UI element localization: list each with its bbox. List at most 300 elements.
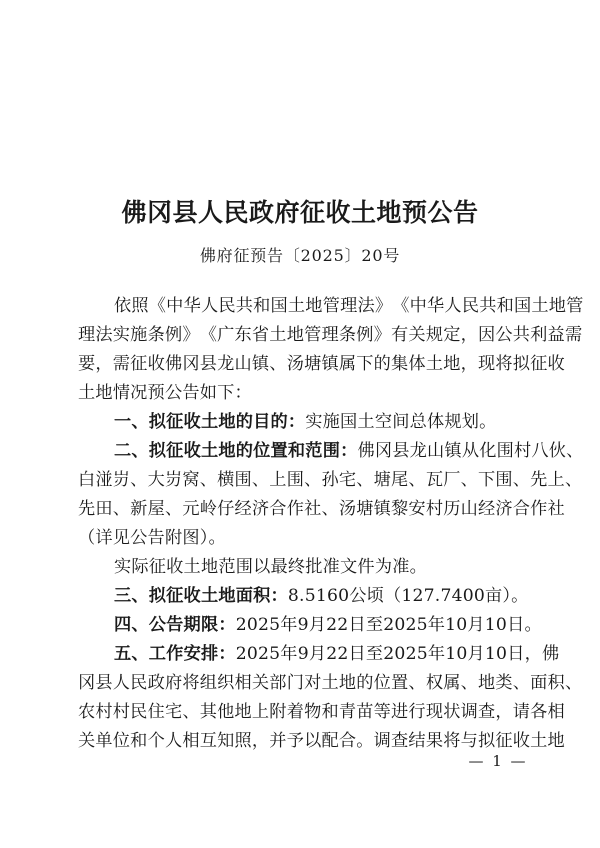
line-glyph: 青 [338, 702, 357, 722]
line-glyph: 相 [182, 731, 200, 751]
line-glyph: 以 [304, 731, 322, 751]
line-glyph: 冈 [182, 354, 200, 374]
line-glyph: 定 [443, 325, 461, 345]
line-glyph: 、 [564, 673, 583, 693]
line-glyph: 府 [164, 673, 183, 693]
line-glyph: 苗 [356, 702, 374, 722]
line-glyph: 地 [338, 673, 357, 693]
line-glyph: 管 [322, 296, 341, 316]
body-line [78, 669, 583, 698]
line-glyph: 、 [566, 441, 584, 461]
line-glyph: 收 [147, 354, 165, 374]
line-glyph: 国 [270, 296, 288, 316]
line-glyph: 岃 [164, 470, 183, 490]
section-heading: 三、拟征收土地面积： [114, 586, 288, 606]
line-glyph: 征 [130, 354, 148, 374]
line-glyph: 0 [456, 644, 468, 664]
body-line [78, 379, 524, 408]
line-glyph: 的 [235, 441, 254, 461]
line-text: 实际征收土地范围以最终批准文件为准。 [114, 557, 427, 577]
line-glyph: 围 [286, 470, 305, 490]
line-glyph: 、 [512, 673, 531, 693]
line-glyph: 的 [356, 673, 374, 693]
line-glyph: 收 [183, 441, 201, 461]
line-glyph: 塘 [304, 354, 322, 374]
line-glyph: 共 [512, 325, 531, 345]
line-glyph: 、 [164, 499, 183, 519]
line-glyph: 月 [467, 644, 485, 664]
line-glyph: 法 [357, 296, 375, 316]
line-glyph: 农 [78, 702, 96, 722]
line-glyph: 查 [391, 731, 409, 751]
line-glyph: 地 [477, 673, 496, 693]
line-glyph: 着 [286, 702, 305, 722]
line-glyph: 5 [269, 644, 281, 664]
line-glyph: 经 [477, 499, 496, 519]
line-glyph: 集 [391, 354, 409, 374]
line-glyph: 要 [78, 354, 96, 374]
line-glyph: 化 [479, 441, 497, 461]
line-glyph: 属 [443, 673, 461, 693]
line-glyph: 下 [477, 470, 496, 490]
line-glyph: 土 [530, 731, 548, 751]
line-glyph: 人 [444, 296, 462, 316]
line-glyph: 行 [408, 702, 426, 722]
line-glyph: 管 [566, 296, 584, 316]
line-glyph: 门 [286, 673, 305, 693]
line-glyph: 、 [130, 470, 148, 490]
line-glyph: 围 [496, 441, 514, 461]
line-glyph: 土 [200, 441, 219, 461]
line-glyph: 宅 [164, 702, 183, 722]
line-glyph: 例 [164, 325, 183, 345]
line-glyph: 规 [425, 325, 444, 345]
line-glyph: 条 [338, 325, 357, 345]
line-glyph: 果 [425, 731, 444, 751]
line-glyph: 排 [200, 644, 219, 664]
body-line [78, 524, 524, 553]
line-glyph: 施 [130, 325, 148, 345]
line-glyph: 将 [182, 673, 200, 693]
document-body [78, 292, 584, 756]
line-glyph: 范 [305, 441, 323, 461]
line-glyph: 历 [443, 499, 461, 519]
line-text: 8.5160公顷（127.7400亩）。 [287, 586, 529, 606]
line-glyph: 将 [495, 354, 513, 374]
page-number-footer [0, 752, 600, 770]
line-glyph: 冈 [78, 673, 96, 693]
line-glyph: 拟 [477, 731, 496, 751]
line-glyph: 华 [427, 296, 445, 316]
line-glyph: 并 [269, 731, 287, 751]
line-glyph: 各 [530, 702, 548, 722]
line-glyph: 龙 [217, 354, 235, 374]
line-glyph: 镇 [321, 354, 339, 374]
line-glyph: 济 [495, 499, 513, 519]
line-glyph: 合 [512, 499, 531, 519]
line-glyph: 实 [112, 325, 131, 345]
line-glyph: 合 [269, 499, 287, 519]
line-glyph: 调 [460, 702, 478, 722]
line-glyph: 等 [373, 702, 392, 722]
line-glyph: 《 [392, 296, 410, 316]
line-glyph: 下 [356, 354, 374, 374]
line-glyph: 组 [199, 673, 218, 693]
line-glyph: 村 [513, 441, 532, 461]
line-glyph: 土 [531, 296, 549, 316]
line-glyph: 地 [547, 731, 565, 751]
line-glyph: 瓦 [425, 470, 444, 490]
line-glyph: 土 [321, 673, 339, 693]
line-glyph: 、 [564, 470, 583, 490]
body-line [78, 437, 584, 466]
line-glyph: 益 [547, 325, 565, 345]
line-glyph: 照 [131, 296, 149, 316]
line-glyph: 1 [445, 644, 457, 664]
line-glyph: 岃 [112, 470, 131, 490]
line-glyph: 公 [495, 325, 513, 345]
line-glyph: 、 [251, 470, 270, 490]
line-glyph: 作 [286, 499, 305, 519]
line-glyph: 、 [408, 470, 426, 490]
line-glyph: 配 [321, 731, 339, 751]
line-glyph: 屋 [147, 499, 165, 519]
line-glyph: 安 [408, 499, 426, 519]
line-glyph: 湴 [95, 470, 113, 490]
body-line [78, 350, 565, 379]
line-glyph: ， [495, 702, 513, 722]
line-glyph: 工 [148, 644, 167, 664]
line-glyph: 体 [408, 354, 426, 374]
line-glyph: 2 [383, 644, 395, 664]
line-glyph: 拟 [512, 354, 531, 374]
line-glyph: 、 [321, 499, 339, 519]
line-glyph: 东 [234, 325, 252, 345]
line-glyph: 相 [547, 702, 565, 722]
line-glyph: 民 [130, 702, 148, 722]
line-glyph: 先 [78, 499, 96, 519]
line-glyph: ， [460, 325, 478, 345]
line-glyph: 共 [235, 296, 254, 316]
line-glyph: 村 [425, 499, 444, 519]
line-glyph: 有 [391, 325, 409, 345]
line-glyph: 。 [356, 731, 374, 751]
line-glyph: 条 [147, 325, 165, 345]
line-glyph: 汤 [338, 499, 357, 519]
line-glyph: 他 [217, 702, 235, 722]
line-glyph: 龙 [409, 441, 428, 461]
line-glyph: 围 [495, 470, 513, 490]
line-glyph: 地 [218, 441, 236, 461]
line-glyph: 从 [461, 441, 480, 461]
line-glyph: 佛 [357, 441, 375, 461]
line-glyph: 佛 [164, 354, 183, 374]
line-glyph: 宅 [338, 470, 357, 490]
line-glyph: 土 [425, 354, 444, 374]
line-glyph: 民 [461, 296, 480, 316]
line-glyph: 征 [495, 731, 513, 751]
line-glyph: 》 [373, 325, 392, 345]
line-glyph: 将 [443, 731, 461, 751]
line-glyph: 济 [251, 499, 270, 519]
line-glyph: 依 [114, 296, 132, 316]
line-glyph: 例 [356, 325, 374, 345]
line-glyph: 2 [235, 644, 247, 664]
line-glyph: 0 [246, 644, 259, 664]
line-glyph: 村 [112, 702, 131, 722]
body-line [78, 611, 542, 640]
line-glyph: 围 [234, 470, 252, 490]
page-number-value: — 1 — [468, 752, 528, 770]
line-glyph: 佛 [541, 644, 560, 664]
line-glyph: 县 [95, 673, 113, 693]
line-glyph: 现 [477, 354, 496, 374]
line-glyph: 、 [460, 470, 478, 490]
line-glyph: 关 [78, 731, 96, 751]
line-glyph: 和 [130, 731, 148, 751]
line-glyph: 山 [460, 499, 478, 519]
body-line [78, 466, 583, 495]
line-glyph: 镇 [373, 499, 392, 519]
line-glyph: 黎 [391, 499, 409, 519]
line-glyph: 织 [217, 673, 235, 693]
line-glyph: 中 [409, 296, 428, 316]
line-glyph: 关 [408, 325, 426, 345]
line-glyph: 和 [253, 296, 271, 316]
line-glyph: 类 [495, 673, 513, 693]
line-glyph: 法 [95, 325, 113, 345]
line-glyph: 《 [199, 325, 218, 345]
line-glyph: 关 [251, 673, 270, 693]
line-glyph: 合 [338, 731, 357, 751]
line-glyph: 部 [269, 673, 287, 693]
line-glyph: 人 [164, 731, 183, 751]
line-glyph: 2 [326, 644, 338, 664]
line-glyph: 省 [251, 325, 270, 345]
line-glyph: 位 [112, 731, 131, 751]
line-glyph: 单 [95, 731, 113, 751]
line-glyph: 年 [280, 644, 298, 664]
line-glyph: 相 [234, 673, 252, 693]
line-glyph: 伙 [548, 441, 567, 461]
line-glyph: 结 [408, 731, 426, 751]
line-text: 实施国土空间总体规划。 [305, 412, 497, 432]
line-glyph: 月 [308, 644, 327, 664]
line-glyph: 围 [322, 441, 341, 461]
line-glyph: 2 [258, 644, 270, 664]
line-glyph: 县 [199, 354, 218, 374]
line-glyph: 安 [183, 644, 201, 664]
body-line [78, 640, 560, 669]
line-glyph: 予 [286, 731, 305, 751]
line-glyph: 0 [394, 644, 406, 664]
body-line [78, 495, 565, 524]
line-glyph: 汤 [286, 354, 305, 374]
document-number: 佛府征预告〔2025〕20号 [199, 246, 401, 265]
line-glyph: 塘 [356, 499, 374, 519]
line-glyph: ， [95, 354, 113, 374]
line-glyph: 、 [131, 644, 149, 664]
line-glyph: 附 [269, 702, 287, 722]
line-glyph: 孙 [321, 470, 339, 490]
line-glyph: 地 [286, 325, 305, 345]
line-glyph: 岭 [199, 499, 218, 519]
line-glyph: 、 [182, 702, 200, 722]
line-glyph: ， [524, 644, 542, 664]
line-glyph: 大 [147, 470, 165, 490]
line-glyph: 9 [297, 644, 309, 664]
line-glyph: 山 [234, 354, 252, 374]
line-glyph: 先 [530, 470, 548, 490]
body-line [78, 292, 584, 321]
line-glyph: 利 [530, 325, 548, 345]
line-glyph: 其 [199, 702, 218, 722]
line-glyph: 元 [182, 499, 200, 519]
line-glyph: 作 [166, 644, 184, 664]
line-glyph: 征 [166, 441, 184, 461]
line-glyph: 因 [477, 325, 496, 345]
line-glyph: 地 [548, 296, 567, 316]
line-glyph: 共 [479, 296, 497, 316]
section-heading: 四、公告期限： [114, 615, 236, 635]
line-glyph: 国 [513, 296, 532, 316]
line-glyph: 五 [114, 644, 132, 664]
line-glyph: 理 [78, 325, 96, 345]
line-glyph: 面 [530, 673, 548, 693]
line-glyph: 地 [234, 702, 252, 722]
line-glyph: 政 [147, 673, 165, 693]
line-glyph: 、 [460, 673, 478, 693]
body-line [78, 698, 565, 727]
line-glyph: 冈 [374, 441, 393, 461]
line-glyph: 收 [547, 354, 565, 374]
line-glyph: 华 [183, 296, 201, 316]
line-glyph: 《 [148, 296, 167, 316]
line-glyph: 物 [304, 702, 322, 722]
line-glyph: 塘 [373, 470, 392, 490]
line-glyph: 属 [338, 354, 357, 374]
line-glyph: 人 [200, 296, 219, 316]
line-glyph: 日 [348, 644, 366, 664]
line-glyph: 、 [112, 499, 131, 519]
line-glyph: 需 [112, 354, 131, 374]
line-glyph: 进 [391, 702, 409, 722]
line-glyph: 地 [443, 354, 461, 374]
body-line [78, 553, 524, 582]
line-glyph: 年 [427, 644, 446, 664]
line-glyph: 管 [304, 325, 322, 345]
line-glyph: 征 [530, 354, 548, 374]
line-glyph: 经 [234, 499, 252, 519]
line-glyph: 收 [512, 731, 531, 751]
line-glyph: 知 [217, 731, 235, 751]
line-glyph: 土 [287, 296, 306, 316]
line-glyph: 位 [253, 441, 271, 461]
line-glyph: 和 [321, 702, 339, 722]
line-text: 土地情况预公告如下： [78, 383, 252, 403]
line-glyph: 查 [477, 702, 496, 722]
line-glyph: 社 [547, 499, 565, 519]
line-glyph: 照 [234, 731, 252, 751]
line-glyph: ， [460, 354, 478, 374]
line-glyph: 》 [182, 325, 200, 345]
line-glyph: 中 [166, 296, 184, 316]
line-glyph: 八 [531, 441, 549, 461]
line-glyph: 2 [337, 644, 349, 664]
line-glyph: 村 [95, 702, 113, 722]
line-glyph: 地 [305, 296, 323, 316]
line-glyph: 权 [425, 673, 444, 693]
line-glyph: 镇 [444, 441, 462, 461]
line-glyph: 、 [131, 441, 149, 461]
line-glyph: 上 [269, 470, 287, 490]
line-glyph: 、 [356, 470, 374, 490]
line-glyph: 上 [547, 470, 565, 490]
line-text: 2025年9月22日至2025年10月10日。 [235, 615, 542, 635]
line-glyph: 状 [443, 702, 461, 722]
body-line [78, 582, 529, 611]
line-glyph: 、 [512, 470, 531, 490]
line-glyph: 上 [251, 702, 270, 722]
line-glyph: 需 [564, 325, 583, 345]
line-glyph: 积 [547, 673, 565, 693]
line-glyph: 人 [112, 673, 131, 693]
line-glyph: 住 [147, 702, 165, 722]
line-glyph: 窝 [182, 470, 200, 490]
line-glyph: 县 [392, 441, 410, 461]
line-glyph: 请 [512, 702, 531, 722]
line-glyph: 厂 [443, 470, 461, 490]
section-heading: 一、拟征收土地的目的： [114, 412, 306, 432]
line-glyph: 二 [114, 441, 132, 461]
line-glyph: ， [251, 731, 270, 751]
line-glyph: 5 [416, 644, 428, 664]
line-glyph: 置 [270, 441, 288, 461]
line-glyph: 民 [218, 296, 236, 316]
body-line [78, 321, 583, 350]
line-glyph: 仔 [217, 499, 235, 519]
line-glyph: 对 [304, 673, 322, 693]
line-glyph: ： [340, 441, 358, 461]
line-glyph: 理 [321, 325, 339, 345]
line-glyph: 尾 [391, 470, 409, 490]
line-glyph: 位 [373, 673, 392, 693]
line-glyph: 新 [130, 499, 148, 519]
line-glyph: 现 [425, 702, 444, 722]
line-glyph: 山 [427, 441, 445, 461]
line-glyph: 、 [199, 470, 218, 490]
line-glyph: 日 [507, 644, 525, 664]
line-glyph: 镇 [251, 354, 270, 374]
line-glyph: 至 [365, 644, 384, 664]
line-glyph: 互 [199, 731, 218, 751]
line-glyph: 》 [374, 296, 393, 316]
line-glyph: 拟 [148, 441, 167, 461]
line-glyph: 与 [460, 731, 478, 751]
line-glyph: 社 [304, 499, 322, 519]
line-glyph: 、 [408, 673, 426, 693]
line-glyph: 田 [95, 499, 113, 519]
line-glyph: ： [218, 644, 236, 664]
line-glyph: 广 [217, 325, 235, 345]
line-glyph: 置 [391, 673, 409, 693]
line-glyph: 2 [405, 644, 417, 664]
line-glyph: 的 [373, 354, 392, 374]
line-glyph: 作 [530, 499, 548, 519]
line-glyph: 0 [496, 644, 508, 664]
line-glyph: 横 [217, 470, 235, 490]
line-glyph: 民 [130, 673, 148, 693]
